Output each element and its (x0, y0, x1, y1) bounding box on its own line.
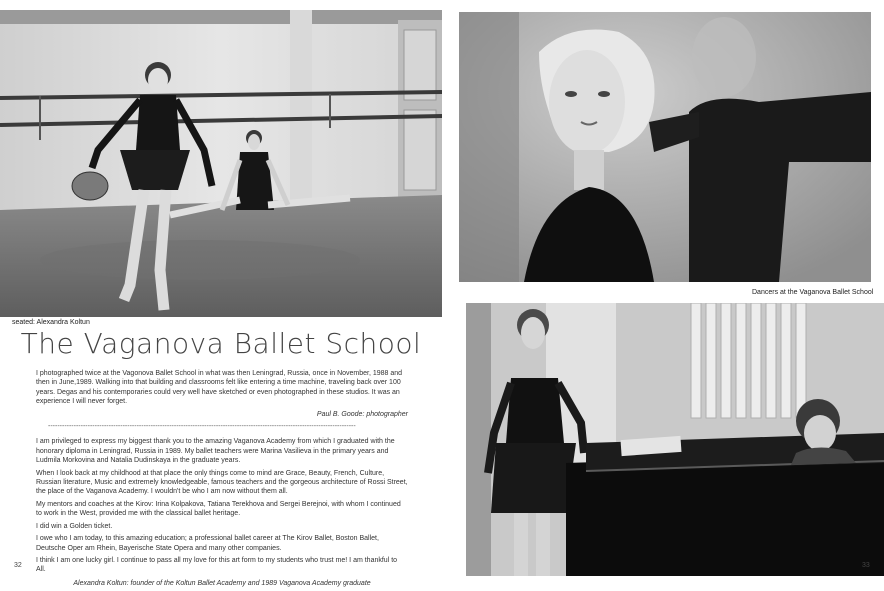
body-paragraph: I think I am one lucky girl. I continue to pass all my love for this art form to my students who trust me! I am thankful to All. (36, 556, 398, 574)
portrait-photo (459, 12, 871, 282)
body-paragraph: I owe who I am today, to this amazing education; a professional ballet career at The Kirov Ballet, Boston Ballet, Deutsche Oper am Rhein, Bayerische State Opera and many other companies. (36, 535, 379, 552)
intro-paragraph: I photographed twice at the Vagonova Ballet School in what was then Leningrad, Russia, once in November, 1988 and then in June,1989. Walking into that building and classrooms felt like entering a time machine, traveling back over 100 years. Degas and his contemporaries could very well have sketched or even photographed in these studios. It was an experience I will never forget. (36, 370, 403, 406)
studio-photo (0, 10, 442, 317)
page-number-left: 32 (14, 562, 22, 569)
closing-signature: Alexandra Koltun: founder of the Koltun Ballet Academy and 1989 Vaganova Academy graduate (73, 579, 371, 587)
page-number-right: 33 (862, 562, 870, 569)
article-body (36, 369, 408, 591)
photo-caption-dancers: Dancers at the Vaganova Ballet School (752, 289, 874, 296)
body-paragraph: My mentors and coaches at the Kirov: Irina Kolpakova, Tatiana Terekhova and Sergei Berejnoi, with whom I continued to work in the West, provided me with the classical ballet heritage. (36, 500, 401, 518)
intro-signature: Paul B. Goode: photographer (316, 410, 408, 418)
divider-line: ------------------------------------------------------------------------------------------------------------------------------------ (48, 423, 356, 431)
body-paragraph: When I look back at my childhood at that place the only things come to mind are Grace, Beauty, French, Culture, Russian literature, Music and extremely knowledgeable, famous teachers and the gorgeous architecture of Rossi Street, the place of the Vaganova Academy. I wouldn't be who I am now without them all. (36, 469, 408, 496)
body-paragraph: I am privileged to express my biggest thank you to the amazing Vaganova Academy from which I graduated with the honorary diploma in Leningrad, Russia in 1989. My ballet teachers were Marina Vasilieva in the primary years and Ludmila Morkovina and Natalia Dudinskaya in the graduate years. (36, 438, 395, 465)
photo-caption-seated: seated: Alexandra Koltun (12, 319, 90, 326)
body-paragraph: I did win a Golden ticket. (36, 522, 113, 530)
piano-photo (466, 303, 884, 576)
article-title: The Vaganova Ballet School (20, 327, 422, 360)
